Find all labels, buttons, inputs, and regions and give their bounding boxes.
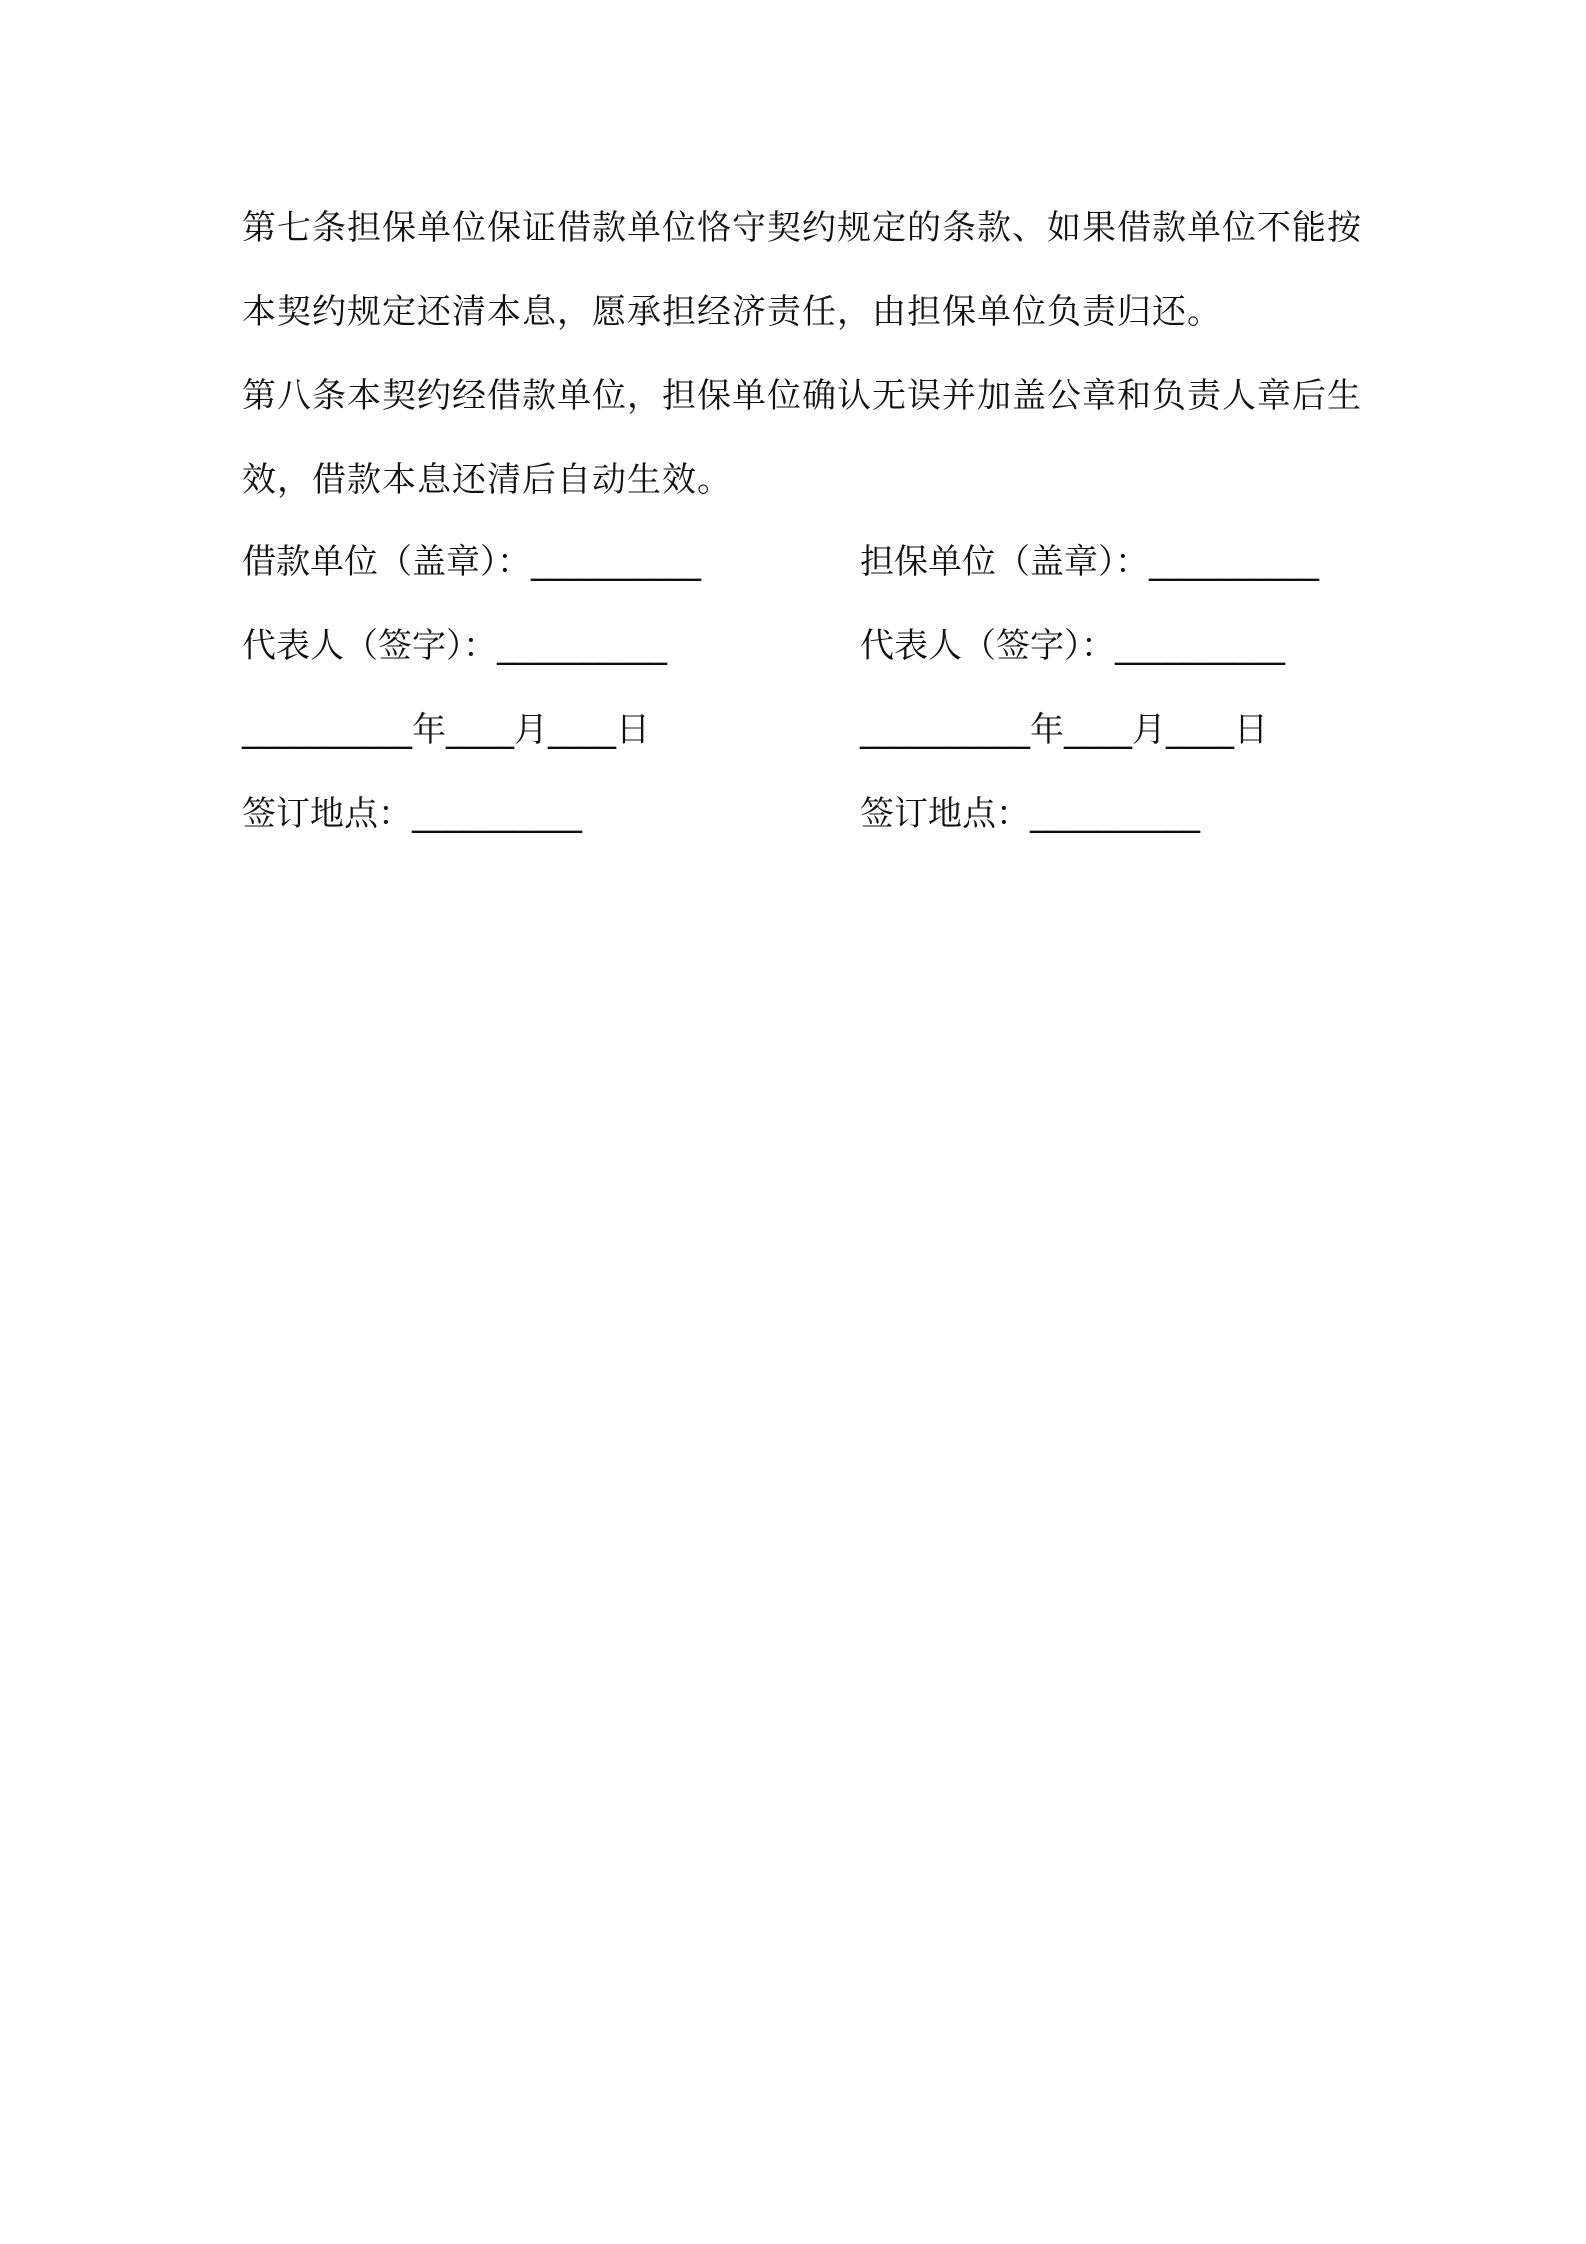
borrower-signing-place-field: 签订地点：__________ — [242, 794, 582, 834]
signature-date-row — [242, 700, 1362, 760]
borrower-representative-field: 代表人（签字）：__________ — [242, 626, 667, 666]
guarantor-representative-field: 代表人（签字）：__________ — [860, 626, 1285, 666]
guarantor-signing-place-field: 签订地点：__________ — [860, 794, 1200, 834]
guarantor-unit-seal-field: 担保单位（盖章）：__________ — [860, 542, 1319, 582]
guarantor-date-field: __________年____月____日 — [860, 710, 1268, 750]
article-8-paragraph: 第八条本契约经借款单位，担保单位确认无误并加盖公章和负责人章后生效，借款本息还清后自动生效。 — [242, 376, 1362, 500]
signature-place-row — [242, 784, 1362, 844]
signature-representative-row — [242, 616, 1362, 676]
borrower-unit-seal-field: 借款单位（盖章）：__________ — [242, 542, 701, 582]
signature-unit-row — [242, 532, 1362, 592]
borrower-date-field: __________年____月____日 — [242, 710, 650, 750]
article-7-paragraph: 第七条担保单位保证借款单位恪守契约规定的条款、如果借款单位不能按本契约规定还清本息，愿承担经济责任，由担保单位负责归还。 — [242, 208, 1362, 332]
